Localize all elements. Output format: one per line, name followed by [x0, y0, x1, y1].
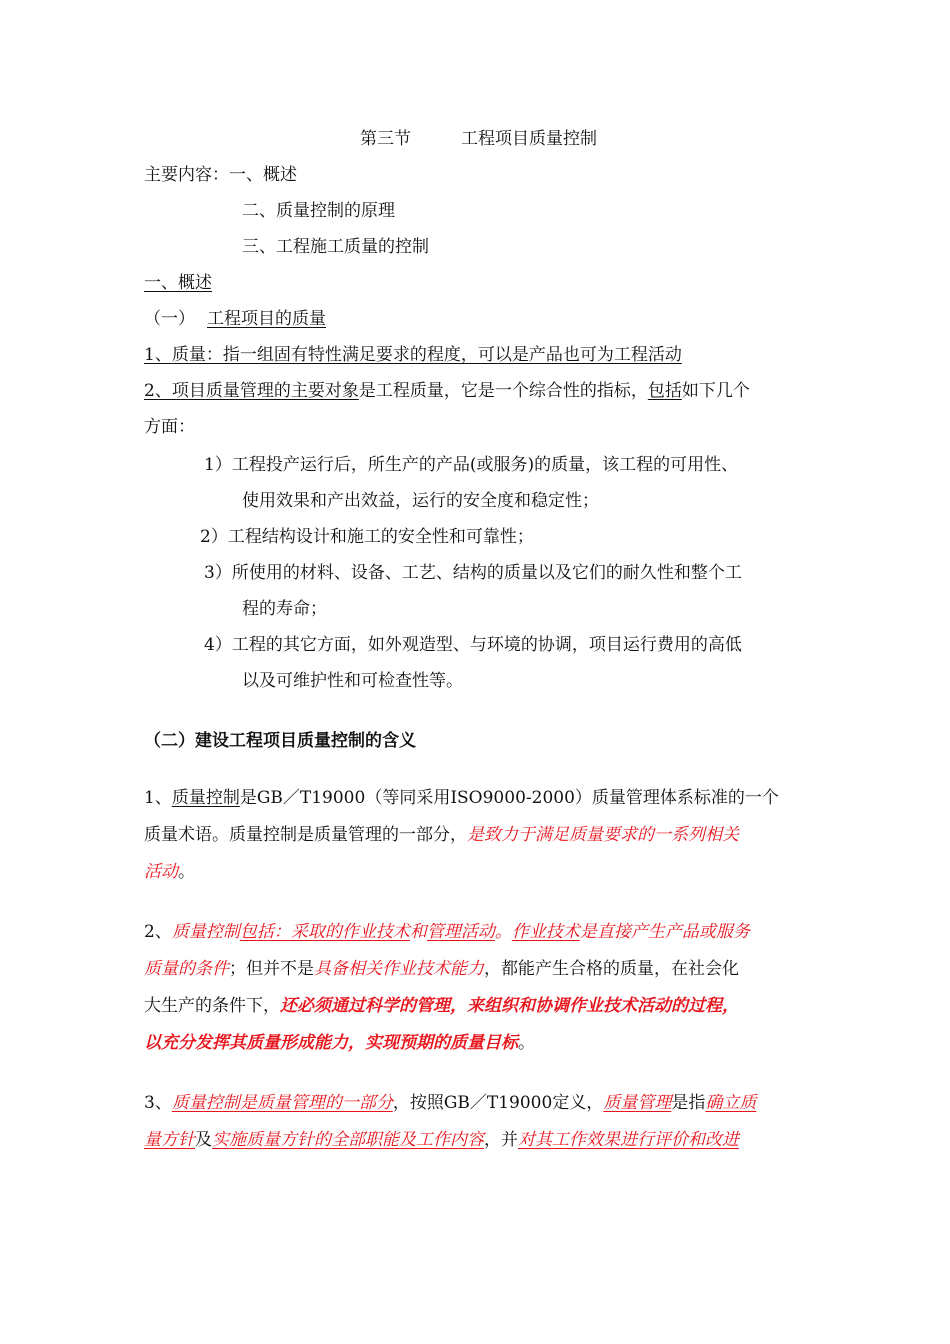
- paragraph-2-line-3: [144, 994, 739, 1018]
- paragraph-2-line-4: [144, 1031, 535, 1055]
- text-emphasis-underlined: 量方针: [144, 1130, 195, 1150]
- subheading-prefix: （一）: [144, 309, 195, 329]
- text: 如下几个: [681, 381, 750, 401]
- paragraph-number: 3、: [144, 1093, 172, 1113]
- text-emphasis: 活动: [144, 862, 178, 882]
- section-number: 第三节: [360, 129, 411, 149]
- outline-item: 三、工程施工质量的控制: [242, 237, 429, 257]
- text: 。: [518, 1033, 535, 1053]
- page-title: [360, 127, 597, 151]
- text-emphasis: 质量的条件: [144, 959, 229, 979]
- text-emphasis-underlined: 实施质量方针的全部职能及工作内容: [212, 1130, 484, 1150]
- text-emphasis: 质量控制: [171, 922, 240, 942]
- text-emphasis-underlined: 质量管理: [603, 1093, 672, 1113]
- text: 。: [178, 862, 195, 882]
- paragraph-3-line-1: [144, 1091, 756, 1115]
- text-emphasis: 。: [494, 922, 512, 942]
- subheading-text: 工程项目的质量: [207, 309, 326, 329]
- text-emphasis-underlined: 确立质: [705, 1093, 757, 1113]
- outline-item: 二、质量控制的原理: [242, 201, 395, 221]
- text-underlined: 质量控制: [171, 788, 240, 808]
- text-emphasis: 具备相关作业技术能力: [314, 959, 484, 979]
- outline-line-1: [144, 163, 297, 187]
- subheading-control-meaning: （二）建设工程项目质量控制的含义: [144, 731, 416, 751]
- text-emphasis: 和: [409, 922, 427, 942]
- heading-overview: 一、概述: [144, 273, 212, 293]
- text: ，都能产生合格的质量，在社会化: [484, 959, 739, 979]
- subheading-project-quality: [144, 307, 326, 331]
- text-emphasis-underlined: 对其工作效果进行评价和改进: [518, 1130, 739, 1150]
- text-emphasis-underlined: 作业技术: [511, 922, 580, 942]
- paragraph-1-line-3: [144, 860, 195, 884]
- aspect-item-4: 4）工程的其它方面，如外观造型、与环境的协调，项目运行费用的高低: [204, 635, 742, 655]
- text: 是GB／T19000（等同采用ISO9000-2000）质量管理体系标准的一个: [239, 788, 779, 808]
- management-object-line-cont: 方面：: [144, 417, 195, 437]
- text-emphasis: 是直接产生产品或服务: [579, 922, 750, 942]
- aspect-item-3-cont: 程的寿命；: [242, 599, 327, 619]
- text: 大生产的条件下，: [144, 996, 280, 1016]
- section-name: 工程项目质量控制: [461, 129, 597, 149]
- aspect-item-2: 2）工程结构设计和施工的安全性和可靠性；: [200, 527, 534, 547]
- text-emphasis-underlined: 包括：采取的作业技术: [239, 922, 410, 942]
- quality-definition: 1、质量：指一组固有特性满足要求的程度，可以是产品也可为工程活动: [144, 345, 682, 365]
- text-emphasis-underlined: 管理活动: [426, 922, 495, 942]
- paragraph-1-line-2: [144, 823, 739, 847]
- text: 质量术语。质量控制是质量管理的一部分，: [144, 825, 467, 845]
- text-emphasis: 是致力于满足质量要求的一系列相关: [467, 825, 739, 845]
- text-emphasis-underlined: 质量控制是质量管理的一部分: [171, 1093, 393, 1113]
- text: 是指: [671, 1093, 706, 1113]
- text: 是工程质量，它是一个综合性的指标，: [358, 381, 648, 401]
- paragraph-2-line-1: [144, 920, 750, 944]
- outline-label: 主要内容：: [144, 165, 229, 185]
- paragraph-number: 1、: [144, 788, 172, 808]
- paragraph-3-line-2: [144, 1128, 739, 1152]
- text-underlined: 包括: [647, 381, 682, 401]
- paragraph-2-line-2: [144, 957, 739, 981]
- management-object-line: [144, 379, 750, 403]
- aspect-item-4-cont: 以及可维护性和可检查性等。: [242, 671, 463, 691]
- aspect-item-3: 3）所使用的材料、设备、工艺、结构的质量以及它们的耐久性和整个工: [204, 563, 742, 583]
- text: 及: [195, 1130, 212, 1150]
- text: ，按照GB／T19000定义，: [392, 1093, 604, 1113]
- text: ；但并不是: [229, 959, 314, 979]
- text-emphasis: 以充分发挥其质量形成能力，实现预期的质量目标: [144, 1033, 518, 1053]
- paragraph-1-line-1: [144, 786, 779, 810]
- text-emphasis: 还必须通过科学的管理，来组织和协调作业技术活动的过程，: [280, 996, 739, 1016]
- outline-item: 一、概述: [229, 165, 297, 185]
- aspect-item-1: 1）工程投产运行后，所生产的产品(或服务)的质量，该工程的可用性、: [204, 455, 739, 475]
- text: ，并: [484, 1130, 518, 1150]
- text-underlined: 2、项目质量管理的主要对象: [144, 381, 359, 401]
- aspect-item-1-cont: 使用效果和产出效益，运行的安全度和稳定性；: [242, 491, 599, 511]
- paragraph-number: 2、: [144, 922, 172, 942]
